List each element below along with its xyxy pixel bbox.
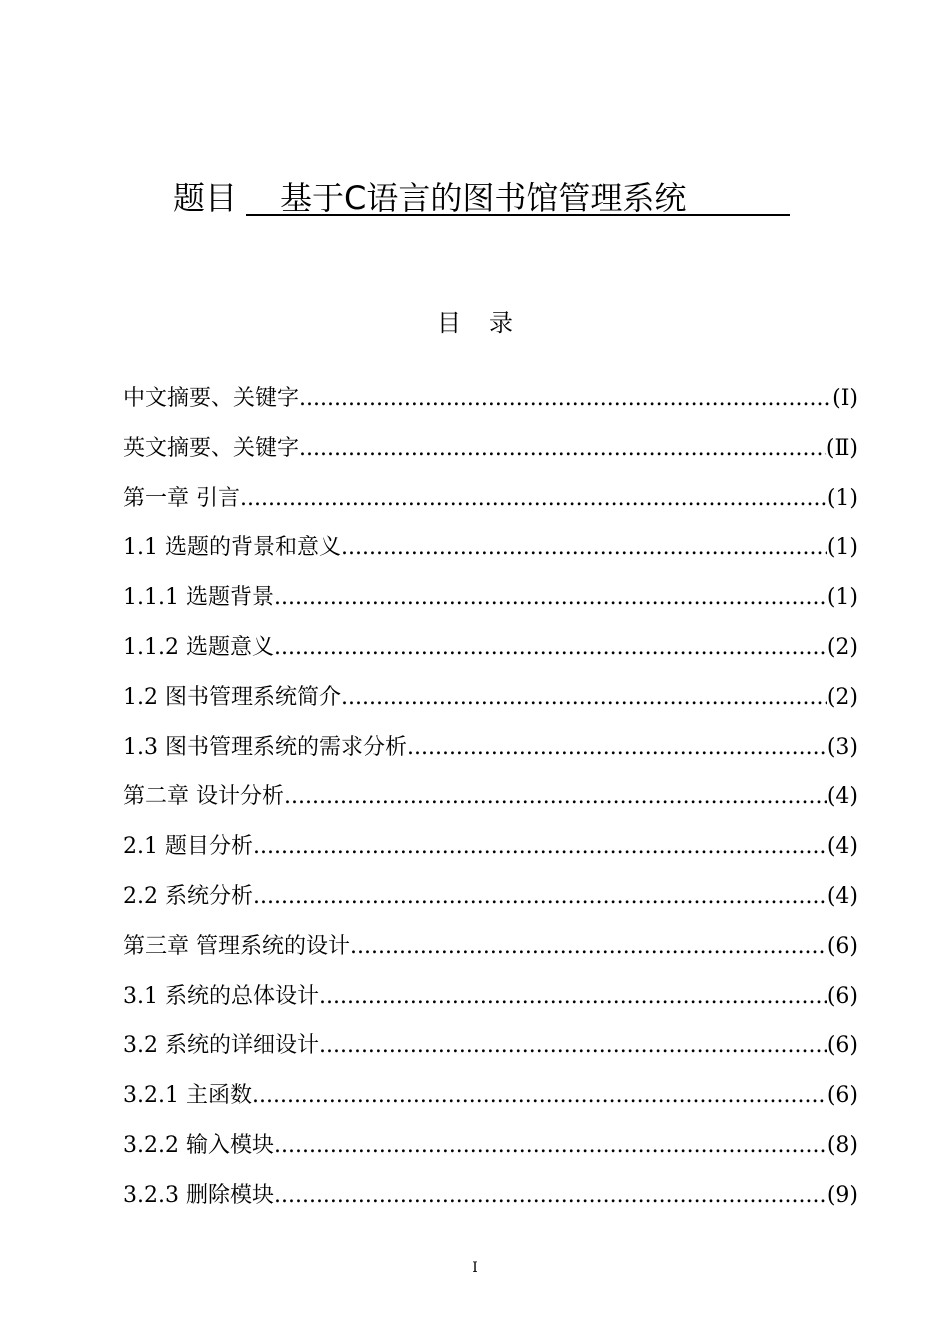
toc-entry-page: (6) [826, 1033, 858, 1059]
toc-leader-dots [299, 424, 826, 474]
toc-leader-dots [240, 474, 827, 524]
toc-entry[interactable] [123, 772, 858, 822]
toc-leader-dots [274, 1171, 827, 1221]
toc-leader-dots [407, 723, 827, 773]
toc-entry-page: (3) [826, 734, 858, 760]
toc-entry-text: 1.2 图书管理系统简介 [123, 684, 341, 710]
toc-leader-dots [284, 772, 827, 822]
toc-entry[interactable] [123, 972, 858, 1022]
toc-leader-dots [274, 573, 827, 623]
toc-entry-page: (1) [826, 535, 858, 561]
toc-entry-text: 3.2.2 输入模块 [123, 1132, 274, 1158]
toc-leader-dots [319, 1021, 827, 1071]
toc-entry[interactable] [123, 523, 858, 573]
toc-entry-page: (4) [826, 784, 858, 810]
toc-leader-dots [299, 374, 832, 424]
toc-entry[interactable] [123, 723, 858, 773]
toc-leader-dots [274, 623, 827, 673]
toc-entry-text: 2.2 系统分析 [123, 883, 253, 909]
toc-entry-page: (6) [826, 983, 858, 1009]
toc-entry-text: 1.1.1 选题背景 [123, 585, 274, 611]
toc-entry[interactable] [123, 922, 858, 972]
toc-entry-page: (6) [826, 1083, 858, 1109]
toc-entry-page: (2) [826, 684, 858, 710]
toc-entry[interactable] [123, 1071, 858, 1121]
toc-leader-dots [252, 1071, 827, 1121]
document-title: 基于C语言的图书馆管理系统 [246, 176, 790, 216]
toc-entry-text: 3.2.3 删除模块 [123, 1182, 274, 1208]
toc-entry-text: 3.2 系统的详细设计 [123, 1033, 319, 1059]
document-title-row [0, 176, 950, 226]
toc-entry[interactable] [123, 474, 858, 524]
toc-entry[interactable] [123, 374, 858, 424]
toc-entry[interactable] [123, 673, 858, 723]
toc-leader-dots [253, 822, 827, 872]
toc-entry-page: (4) [826, 883, 858, 909]
toc-leader-dots [319, 972, 827, 1022]
toc-entry[interactable] [123, 822, 858, 872]
toc-entry-text: 第三章 管理系统的设计 [123, 933, 350, 959]
toc-entry-page: (1) [826, 585, 858, 611]
table-of-contents [123, 374, 858, 1221]
toc-entry-page: (2) [826, 634, 858, 660]
toc-entry-page: (4) [826, 834, 858, 860]
toc-entry-text: 3.2.1 主函数 [123, 1083, 252, 1109]
toc-entry-page: (Ⅰ) [832, 386, 858, 411]
toc-entry[interactable] [123, 1021, 858, 1071]
toc-leader-dots [341, 523, 827, 573]
toc-entry-text: 第二章 设计分析 [123, 784, 284, 810]
toc-entry-text: 1.1.2 选题意义 [123, 634, 274, 660]
toc-entry[interactable] [123, 1121, 858, 1171]
toc-leader-dots [341, 673, 827, 723]
toc-entry-text: 1.1 选题的背景和意义 [123, 535, 341, 561]
toc-entry-text: 中文摘要、关键字 [123, 386, 300, 411]
toc-heading: 目录 [437, 309, 541, 337]
toc-entry-text: 3.1 系统的总体设计 [123, 983, 319, 1009]
toc-entry-page: (9) [826, 1182, 858, 1208]
toc-leader-dots [253, 872, 827, 922]
toc-leader-dots [274, 1121, 827, 1171]
toc-entry-page: (6) [826, 933, 858, 959]
toc-leader-dots [350, 922, 827, 972]
toc-entry-text: 2.1 题目分析 [123, 834, 253, 860]
title-label: 题目 [173, 179, 238, 217]
toc-entry[interactable] [123, 872, 858, 922]
toc-entry-text: 1.3 图书管理系统的需求分析 [123, 734, 407, 760]
toc-entry-page: (8) [826, 1132, 858, 1158]
toc-entry[interactable] [123, 424, 858, 474]
toc-entry[interactable] [123, 623, 858, 673]
toc-entry-page: (Ⅱ) [825, 435, 858, 461]
page-number: I [472, 1260, 478, 1276]
toc-entry-text: 第一章 引言 [123, 485, 240, 511]
toc-entry-text: 英文摘要、关键字 [123, 435, 300, 461]
toc-entry[interactable] [123, 573, 858, 623]
toc-entry[interactable] [123, 1171, 858, 1221]
toc-entry-page: (1) [826, 485, 858, 511]
